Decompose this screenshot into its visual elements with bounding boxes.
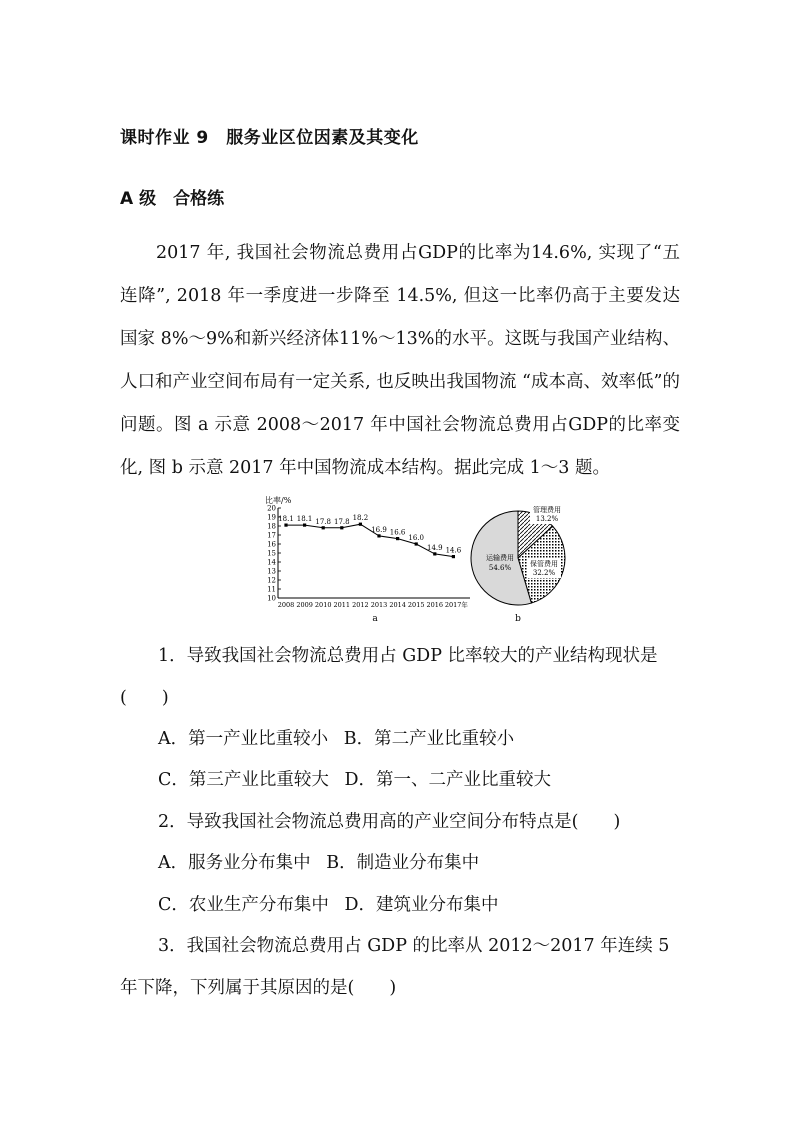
data-label: 18.2: [352, 514, 369, 523]
y-tick-label: 12: [267, 576, 276, 585]
x-tick-label: 2013: [370, 601, 388, 609]
data-label: 14.6: [445, 546, 462, 555]
chart-b-caption: b: [515, 614, 521, 624]
option-2c: C．农业生产分布集中: [158, 895, 329, 915]
data-point: [452, 555, 455, 558]
x-tick-label: 2011: [333, 601, 351, 609]
line-chart: [265, 495, 470, 624]
y-tick-label: 17: [267, 531, 276, 540]
y-tick-label: 19: [267, 513, 276, 522]
chart-a-caption: a: [372, 614, 378, 624]
data-label: 17.8: [334, 517, 350, 526]
data-label: 18.1: [278, 515, 294, 524]
option-1c: C．第三产业比重较大: [158, 770, 329, 790]
figure: [0, 490, 794, 625]
data-point: [359, 523, 362, 526]
question-2-options-row2: [158, 891, 509, 916]
data-label: 17.8: [315, 517, 331, 526]
x-tick-label: 2012: [352, 601, 369, 609]
page-title: 课时作业 9 服务业区位因素及其变化: [120, 128, 419, 148]
question-1-stem-cont: ( ): [120, 688, 169, 708]
x-tick-label: 2008: [277, 601, 295, 609]
y-tick-label: 20: [267, 504, 276, 513]
data-point: [415, 542, 418, 545]
data-label: 16.9: [371, 525, 387, 534]
intro-paragraph: 2017 年, 我国社会物流总费用占GDP的比率为14.6%, 实现了“五连降”, 2018 年一季度进一步降至 14.5%, 但这一比率仍高于主要发达国家 8%～9%和新兴经济体11%～13%的水平。这既与我国产业结构、人口和产业空间布局有一定关系, 也反映出我国物流 “成本高、效率低”的问题。图 a 示意 2008～2017 年中国社会物流总费用占GDP的比率变化, 图 b 示意 2017 年中国物流成本结构。据此完成 1～3 题。: [120, 243, 680, 478]
x-tick-label: 2009: [296, 601, 313, 609]
slice-label-storage-name: 保管费用: [530, 560, 558, 568]
question-2-options-row1: [158, 849, 489, 874]
data-point: [284, 524, 287, 527]
x-tick-label: 2015: [407, 601, 425, 609]
option-1d: D．第一、二产业比重较大: [344, 770, 551, 790]
data-point: [322, 526, 325, 529]
question-3-stem: 3．我国社会物流总费用占 GDP 的比率从 2012～2017 年连续 5: [158, 936, 670, 956]
y-tick-label: 16: [267, 540, 276, 549]
data-point: [340, 526, 343, 529]
slice-label-transport-name: 运输费用: [486, 554, 514, 562]
option-2d: D．建筑业分布集中: [344, 895, 499, 915]
data-label: 16.0: [408, 534, 424, 542]
y-tick-label: 15: [267, 549, 276, 558]
question-1-options-row1: [158, 725, 524, 750]
data-point: [303, 524, 306, 527]
section-heading: A 级 合格练: [120, 189, 225, 209]
y-tick-label: 10: [267, 594, 276, 603]
option-1a: A．第一产业比重较小: [158, 729, 329, 749]
question-2-stem: 2．导致我国社会物流总费用高的产业空间分布特点是( ): [158, 812, 621, 832]
option-1b: B．第二产业比重较小: [343, 729, 515, 749]
data-point: [433, 552, 436, 555]
data-label: 14.9: [427, 543, 443, 552]
question-3-stem-cont: 年下降，下列属于其原因的是( ): [120, 978, 397, 998]
x-tick-label: 2017年: [444, 601, 468, 609]
x-tick-label: 2014: [389, 601, 406, 609]
slice-label-storage-value: 32.2%: [532, 569, 556, 577]
data-point: [377, 534, 380, 537]
y-axis-label: 比率/%: [265, 496, 292, 505]
option-2b: B．制造业分布集中: [326, 853, 480, 873]
option-2a: A．服务业分布集中: [158, 853, 311, 873]
question-1-stem: 1．导致我国社会物流总费用占 GDP 比率较大的产业结构现状是: [158, 646, 658, 666]
slice-label-management-name: 管理费用: [533, 506, 561, 514]
y-tick-label: 11: [267, 585, 276, 594]
slice-label-transport-value: 54.6%: [488, 564, 512, 572]
x-tick-label: 2010: [314, 601, 332, 609]
y-tick-label: 18: [267, 522, 276, 531]
data-label: 16.6: [389, 528, 406, 537]
y-tick-label: 13: [267, 567, 276, 576]
y-tick-label: 14: [267, 558, 276, 567]
pie-chart: [471, 504, 565, 624]
data-point: [396, 537, 399, 540]
x-tick-label: 2016: [426, 601, 444, 609]
data-label: 18.1: [296, 515, 313, 524]
question-1-options-row2: [158, 766, 561, 791]
slice-label-management-value: 13.2%: [535, 515, 559, 523]
figure-svg: [0, 490, 794, 625]
